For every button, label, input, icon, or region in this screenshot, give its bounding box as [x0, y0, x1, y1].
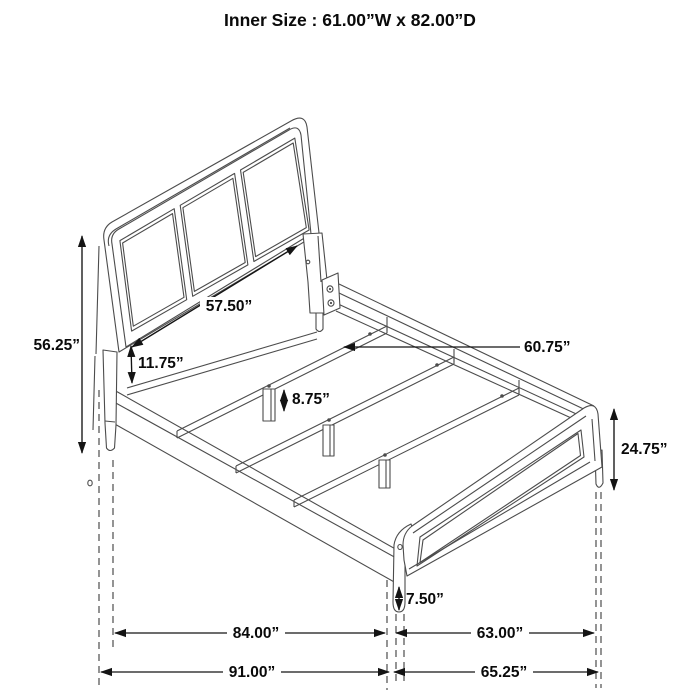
slat-screw-dot	[327, 418, 331, 422]
dim-overall-length	[101, 663, 389, 681]
dim-footboard-width	[396, 624, 594, 642]
dim-label-footboard-width: 63.00”	[476, 625, 524, 642]
slat-screw-dot	[383, 453, 387, 457]
dim-label-footboard-height: 24.75”	[621, 441, 668, 458]
dim-label-slat-length: 60.75”	[524, 339, 571, 356]
bracket-bolt-center	[329, 288, 331, 290]
dim-slat-leg-height	[284, 390, 330, 411]
dim-rail-length	[115, 624, 385, 642]
dim-label-headboard-panel-width: 57.50”	[205, 298, 253, 315]
footboard	[393, 406, 603, 612]
dim-label-slat-leg: 8.75”	[292, 391, 330, 408]
dim-label-overall-width: 65.25”	[480, 664, 528, 681]
dim-slat-length	[344, 339, 571, 356]
rail-bracket	[322, 273, 340, 315]
bracket-bolt-center	[330, 302, 332, 304]
dim-label-leg-exposed: 11.75”	[138, 355, 184, 372]
dim-arrow-leg-exposed	[131, 346, 132, 383]
headboard-right-leg-dowel	[316, 313, 323, 332]
rear-leg-glide	[88, 480, 92, 486]
front-rail-face	[113, 390, 399, 583]
headboard-rear-edge	[93, 246, 99, 430]
dim-footboard-height	[614, 409, 668, 490]
slat-support-leg-3	[379, 460, 390, 488]
slat-support-leg-2	[323, 425, 334, 456]
dim-overall-width	[394, 663, 598, 681]
dim-label-overall-length: 91.00”	[228, 664, 276, 681]
dim-headboard-height	[33, 236, 82, 453]
slat-bracket-clips	[387, 317, 519, 393]
dim-footboard-leg-height	[399, 587, 444, 610]
headboard-left-leg	[103, 350, 117, 451]
dim-label-rail-length: 84.00”	[232, 625, 280, 642]
page-title: Inner Size : 61.00”W x 82.00”D	[224, 10, 476, 30]
dim-label-headboard-height: 56.25”	[33, 337, 80, 354]
slat-support-leg-1	[263, 389, 275, 421]
side-rail-front	[113, 390, 399, 583]
slat-screw-dot	[267, 384, 271, 388]
dim-label-footboard-leg: 7.50”	[406, 591, 444, 608]
dim-leg-exposed-height	[131, 346, 184, 383]
